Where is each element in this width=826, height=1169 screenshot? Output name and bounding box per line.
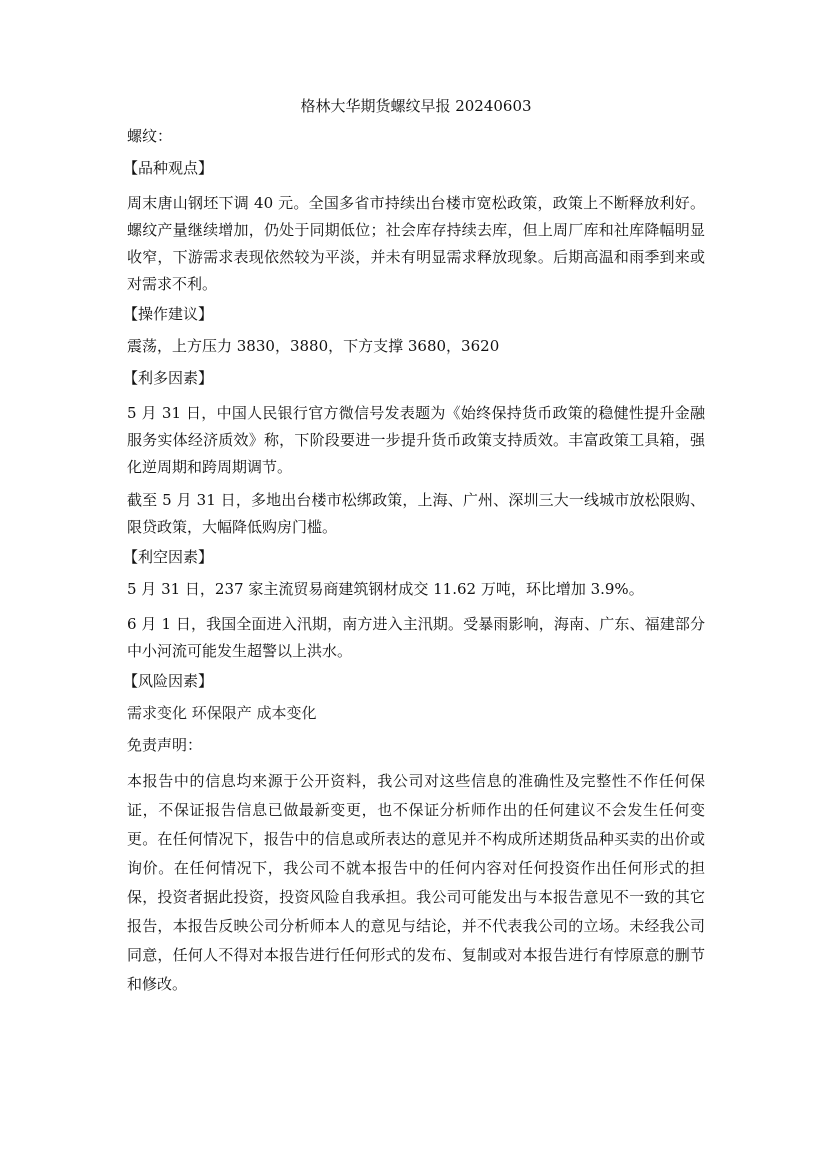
bullish-heading: 【利多因素】 — [123, 369, 214, 387]
report-page — [123, 96, 705, 999]
disclaimer-text: 本报告中的信息均来源于公开资料，我公司对这些信息的准确性及完整性不作任何保证，不保证报告信息已做最新变更，也不保证分析师作出的任何建议不会发生任何变更。在任何情况下，报告中的信息或所表达的意见并不构成所述期货品种买卖的出价或询价。在任何情况下，我公司不就本报告中的任何内容对任何投资作出任何形式的担保，投资者据此投资，投资风险自我承担。我公司可能发出与本报告意见不一致的其它报告，本报告反映公司分析师本人的意见与结论，并不代表我公司的立场。未经我公司同意，任何人不得对本报告进行任何形式的发布、复制或对本报告进行有悖原意的删节和修改。 — [127, 772, 705, 993]
risk-text: 需求变化 环保限产 成本变化 — [127, 704, 317, 722]
disclaimer-heading: 免责声明： — [127, 736, 203, 754]
view-heading: 【品种观点】 — [123, 159, 214, 177]
advice-text: 震荡，上方压力 3830，3880，下方支撑 3680，3620 — [127, 337, 500, 355]
bullish-item: 截至 5 月 31 日，多地出台楼市松绑政策，上海、广州、深圳三大一线城市放松限购、限贷政策，大幅降低购房门槛。 — [127, 491, 705, 536]
bearish-heading: 【利空因素】 — [123, 548, 214, 566]
risk-heading: 【风险因素】 — [123, 672, 214, 690]
category-label: 螺纹： — [127, 127, 173, 145]
bearish-item: 5 月 31 日，237 家主流贸易商建筑钢材成交 11.62 万吨，环比增加 3.9%。 — [127, 580, 644, 598]
bearish-item: 6 月 1 日，我国全面进入汛期，南方进入主汛期。受暴雨影响，海南、广东、福建部分中小河流可能发生超警以上洪水。 — [127, 615, 705, 660]
bullish-item: 5 月 31 日，中国人民银行官方微信号发表题为《始终保持货币政策的稳健性提升金融服务实体经济质效》称，下阶段要进一步提升货币政策支持质效。丰富政策工具箱，强化逆周期和跨周期调节。 — [127, 404, 705, 476]
view-text: 周末唐山钢坯下调 40 元。全国多省市持续出台楼市宽松政策，政策上不断释放利好。螺纹产量继续增加，仍处于同期低位；社会库存持续去库，但上周厂库和社库降幅明显收窄，下游需求表现依然较为平淡，并未有明显需求释放现象。后期高温和雨季到来或对需求不利。 — [127, 194, 705, 293]
advice-heading: 【操作建议】 — [123, 305, 214, 323]
report-title: 格林大华期货螺纹早报 20240603 — [300, 97, 532, 115]
